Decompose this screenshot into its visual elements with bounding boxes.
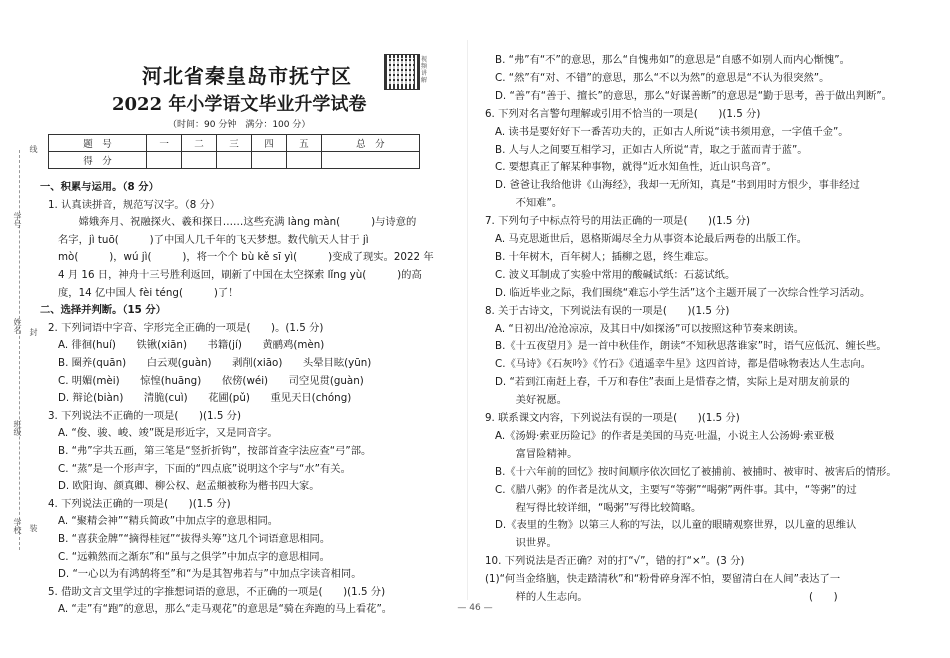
question-stem: 7. 下列句子中标点符号的用法正确的一项是( )(1.5 分) xyxy=(485,215,751,228)
question-text-line: 富冒险精神。 xyxy=(495,447,578,460)
column-divider xyxy=(467,40,468,600)
question-text-line: B. “弗”有“不”的意思，那么“自愧弗如”的意思是“自感不如别人而内心惭愧”。 xyxy=(495,54,850,66)
question-text-line: C. 要想真正了解某种事物，就得“近水知鱼性，近山识鸟音”。 xyxy=(495,161,777,174)
question-text-line: A. “日初出/沧沧凉凉，及其日中/如探汤”可以按照这种节奏来朗读。 xyxy=(495,322,805,335)
score-input[interactable] xyxy=(147,152,182,169)
margin-label-student-id: 学号 xyxy=(13,212,22,228)
margin-label-school: 学校 xyxy=(13,518,22,534)
score-cell: 得 分 xyxy=(49,152,147,169)
score-cell: 题 号 xyxy=(49,135,147,152)
exam-title: 2022 年小学语文毕业升学试卷 xyxy=(112,94,367,115)
question-text-line: A. 马克思逝世后，恩格斯竭尽全力从事资本论最后两卷的出版工作。 xyxy=(495,233,808,245)
margin-label-line: 线 xyxy=(29,145,38,153)
margin-label-bind: 装 xyxy=(29,524,38,532)
question-text-line: D. “一心以为有鸿鹄将至”和“为是其智弗若与”中加点字读音相同。 xyxy=(58,568,362,581)
qr-code-icon[interactable] xyxy=(384,54,420,90)
margin-label-name: 姓名 xyxy=(13,318,22,334)
question-text-line: 名字，jì tuō( )了中国人几千年的飞天梦想。数代航天人甘于 jì xyxy=(58,233,369,246)
question-text-line: 嫦娥奔月、祝融探火、羲和探日……这些充满 làng màn( )与诗意的 xyxy=(58,216,417,229)
question-text-line: D. “善”有“善于、擅长”的意思，那么“好谋善断”的意思是“勤于思考，善于做出判断”。 xyxy=(495,89,892,102)
question-text-line: D. 欧阳询、颜真卿、柳公权、赵孟頫被称为楷书四大家。 xyxy=(58,480,320,493)
question-text-line: 样的人生志向。 ( ) xyxy=(495,591,838,603)
question-text-line: B.《十五夜望月》是一首中秋佳作，朗读“不知秋思落谁家”时，语气应低沉、缠长些。 xyxy=(495,340,887,353)
question-stem: 1. 认真读拼音，规范写汉字。（8 分） xyxy=(48,198,221,211)
score-input[interactable] xyxy=(321,152,419,169)
qr-caption: 视频讲解 xyxy=(421,56,428,84)
score-input[interactable] xyxy=(251,152,286,169)
question-text-line: A. 读书是要好好下一番苦功夫的，正如古人所说“读书须用意，一字值千金”。 xyxy=(495,125,849,138)
question-text-line: C. “远赖然而之渐东”和“虽与之俱学”中加点字的意思相同。 xyxy=(58,550,330,563)
score-table-header-row xyxy=(49,135,420,152)
exam-subtitle: （时间：90 分钟 满分：100 分） xyxy=(168,120,311,130)
question-text-line: 美好祝愿。 xyxy=(495,394,568,407)
question-text-line: mò( )，wú jì( )，将一个个 bù kě sī yì( )变成了现实。2022 年 xyxy=(58,251,434,264)
question-stem: 10. 下列说法是否正确？对的打“√”，错的打“×”。(3 分) xyxy=(485,555,745,568)
question-text-line: B. “弗”字共五画，第三笔是“竖折折钩”，按部首查字法应查“弓”部。 xyxy=(58,445,372,457)
question-text-line: B. 人与人之间要互相学习，正如古人所说“青，取之于蓝而青于蓝”。 xyxy=(495,143,808,156)
question-text-line: B. “喜获金牌”“摘得桂冠”“拔得头筹”这几个词语意思相同。 xyxy=(58,533,331,545)
question-text-line: B. 十年树木，百年树人；插柳之恩，终生难忘。 xyxy=(495,250,715,263)
score-input[interactable] xyxy=(182,152,217,169)
question-stem: 9. 联系课文内容，下列说法有误的一项是( )(1.5 分) xyxy=(485,412,740,424)
question-stem: 3. 下列说法不正确的一项是( )(1.5 分) xyxy=(48,409,241,422)
section-heading: 一、积累与运用。（8 分） xyxy=(40,181,159,193)
question-text-line: C. 明媚(mèi) 惊惶(huāng) 依傍(wéi) 司空见贯(guàn) xyxy=(58,374,364,387)
score-cell: 一 xyxy=(147,135,182,152)
question-text-line: C. “然”有“对、不错”的意思，那么“不以为然”的意思是“不认为很突然”。 xyxy=(495,71,830,84)
score-table-score-row xyxy=(49,152,420,169)
binding-line xyxy=(19,150,20,550)
question-stem: 4. 下列说法正确的一项是( )(1.5 分) xyxy=(48,497,231,510)
score-input[interactable] xyxy=(217,152,252,169)
question-text-line: D. 爸爸让我给他讲《山海经》，我却一无所知，真是“书到用时方恨少，事非经过 xyxy=(495,179,860,192)
question-text-line: A. “聚精会神”“精兵简政”中加点字的意思相同。 xyxy=(58,515,279,528)
question-text-line: A. “走”有“跑”的意思，那么“走马观花”的意思是“骑在奔跑的马上看花”。 xyxy=(58,603,393,616)
question-stem: 5. 借助文言文里学过的字推想词语的意思，不正确的一项是( )(1.5 分) xyxy=(48,585,386,598)
score-cell: 三 xyxy=(217,135,252,152)
question-text-line: A.《汤姆·索亚历险记》的作者是美国的马克·吐温，小说主人公汤姆·索亚极 xyxy=(495,429,835,442)
exam-title-region: 河北省秦皇岛市抚宁区 xyxy=(142,64,352,88)
question-text-line: C.《腊八粥》的作者是沈从文，主要写“等粥”“喝粥”两件事。其中，“等粥”的过 xyxy=(495,483,857,496)
score-cell: 二 xyxy=(182,135,217,152)
margin-label-class: 班级 xyxy=(13,420,22,436)
question-stem: (1)“何当金络脑，快走踏清秋”和“粉骨碎身浑不怕，要留清白在人间”表达了一 xyxy=(485,573,841,586)
score-table xyxy=(48,134,420,169)
question-text-line: D. 辩论(biàn) 清脆(cuì) 花圃(pǔ) 重见天日(chóng) xyxy=(58,392,352,405)
question-text-line: B.《十六年前的回忆》按时间顺序依次回忆了被捕前、被捕时、被审时、被害后的情形。 xyxy=(495,465,897,478)
question-stem: 2. 下列词语中字音、字形完全正确的一项是( )。(1.5 分) xyxy=(48,321,324,334)
question-text-line: A. 徘徊(huí) 铁锹(xiān) 书籍(jí) 黄鹂鸡(mèn) xyxy=(58,339,325,352)
question-stem: 8. 关于古诗文，下列说法有误的一项是( )(1.5 分) xyxy=(485,304,730,317)
section-heading: 二、选择并判断。（15 分） xyxy=(40,304,167,317)
score-cell: 总 分 xyxy=(321,135,419,152)
question-text-line: 程写得比较详细，“喝粥”写得比较简略。 xyxy=(495,501,702,514)
question-text-line: 不知难”。 xyxy=(495,197,563,210)
question-text-line: C.《马诗》《石灰吟》《竹石》《逍遥幸牛星》这四首诗，都是借咏物表达人生志向。 xyxy=(495,358,871,371)
question-text-line: D.《表里的生物》以第三人称的写法，以儿童的眼睛观察世界，以儿童的思维认 xyxy=(495,519,857,532)
question-text-line: C. 波义耳制成了实验中常用的酸碱试纸：石蕊试纸。 xyxy=(495,268,736,281)
score-cell: 四 xyxy=(251,135,286,152)
question-stem: 6. 下列对名言警句理解或引用不恰当的一项是( )(1.5 分) xyxy=(485,107,761,120)
question-text-line: 识世界。 xyxy=(495,537,557,550)
score-cell: 五 xyxy=(286,135,321,152)
score-input[interactable] xyxy=(286,152,321,169)
margin-label-seal: 封 xyxy=(29,328,38,336)
question-text-line: D. “若到江南赶上春，千万和春住”表面上是惜春之情，实际上是对朋友前景的 xyxy=(495,376,850,389)
page-number: — 46 — xyxy=(457,603,493,613)
question-text-line: D. 临近毕业之际，我们围绕“难忘小学生活”这个主题开展了一次综合性学习活动。 xyxy=(495,286,871,299)
question-text-line: 4 月 16 日，神舟十三号胜利返回，刷新了中国在太空探索 lǐng yù( )的高 xyxy=(58,269,422,281)
question-text-line: C. “蒸”是一个形声字，下面的“四点底”说明这个字与“水”有关。 xyxy=(58,462,351,475)
question-text-line: A. “俊、骏、峻、竣”既是形近字，又是同音字。 xyxy=(58,427,278,440)
question-text-line: B. 圈养(quān) 白云观(guàn) 剥削(xiāo) 头晕目眩(yūn) xyxy=(58,357,372,369)
question-text-line: 度，14 亿中国人 fèi téng( )了！ xyxy=(58,286,239,299)
